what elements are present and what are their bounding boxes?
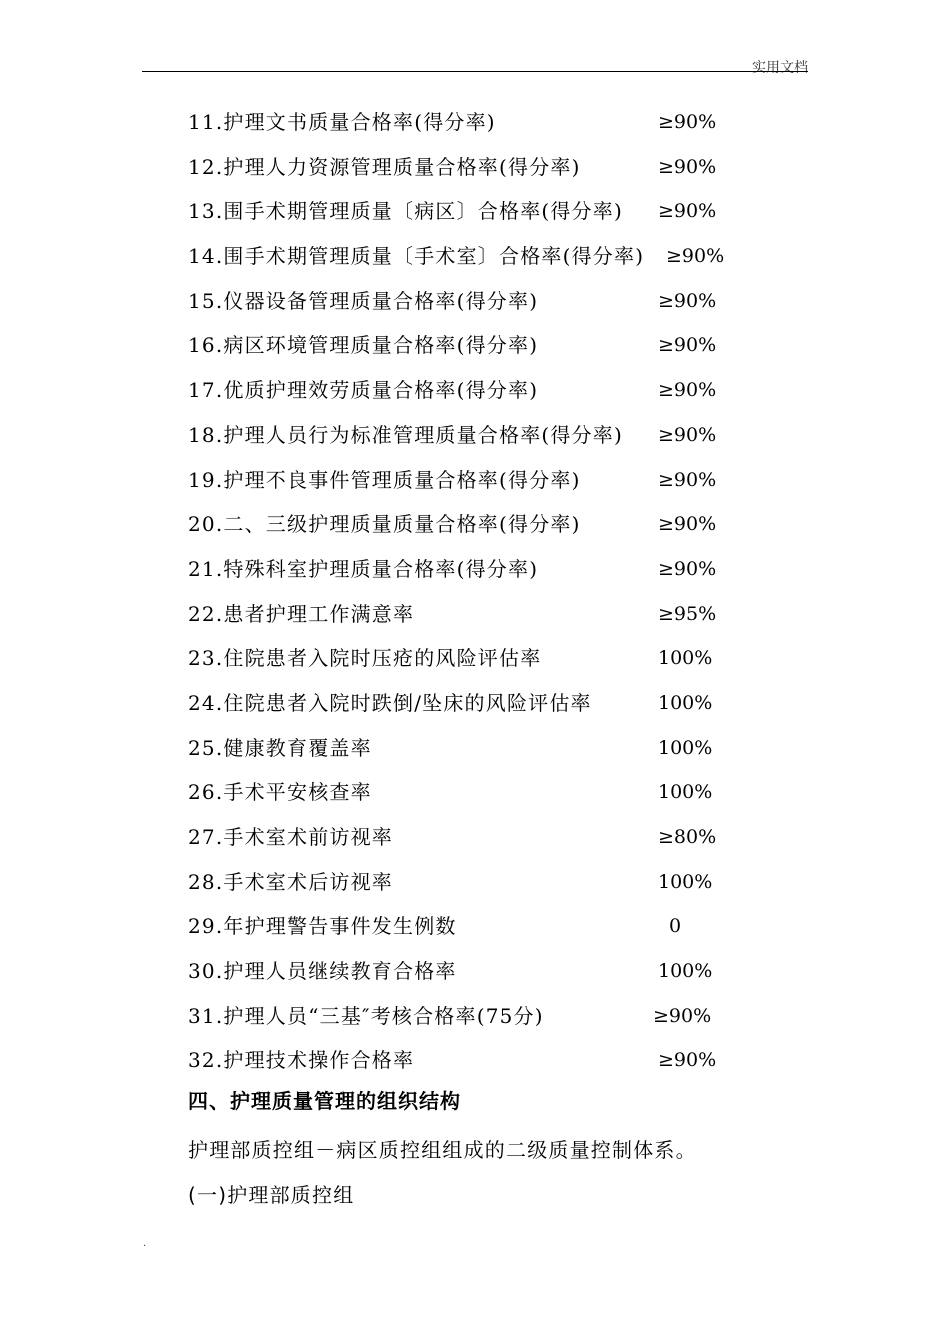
item-value: ≥90% [658, 200, 717, 223]
list-item [188, 904, 808, 949]
item-value: ≥90% [658, 334, 717, 357]
item-value: ≥95% [658, 602, 717, 625]
list-item [188, 949, 808, 994]
item-label: 11.护理文书质量合格率(得分率) [188, 110, 496, 134]
list-item [188, 458, 808, 503]
item-label: 22.患者护理工作满意率 [188, 601, 415, 626]
list-item [188, 189, 808, 234]
item-label: 27.手术室术前访视率 [188, 825, 394, 849]
list-item [188, 592, 808, 637]
list-item [188, 815, 808, 860]
item-label: 12.护理人力资源管理质量合格率(得分率) [188, 154, 581, 179]
item-value: 100% [658, 781, 713, 804]
item-value: ≥90% [658, 423, 717, 446]
item-value: ≥90% [658, 379, 717, 402]
list-item [188, 145, 808, 190]
item-label: 13.围手术期管理质量〔病区〕合格率(得分率) [188, 199, 624, 224]
list-item [188, 994, 808, 1039]
item-value: ≥90% [658, 1049, 717, 1072]
item-value: ≥90% [658, 557, 717, 580]
item-value: ≥90% [658, 111, 717, 133]
item-value: ≥80% [658, 826, 717, 848]
item-label: 19.护理不良事件管理质量合格率(得分率) [188, 467, 581, 492]
item-value: 100% [658, 960, 713, 983]
item-value: ≥90% [658, 155, 717, 178]
item-value: 0 [669, 915, 682, 938]
list-item [188, 860, 808, 905]
item-label: 16.病区环境管理质量合格率(得分率) [188, 333, 539, 358]
list-item [188, 770, 808, 815]
item-value: ≥90% [653, 1004, 712, 1027]
header-label: 实用文档 [752, 60, 808, 76]
list-item [188, 234, 808, 279]
list-item [188, 413, 808, 458]
list-item [188, 681, 808, 726]
item-label: 25.健康教育覆盖率 [188, 735, 372, 760]
section-heading: 四、护理质量管理的组织结构 [188, 1089, 461, 1113]
item-value: 100% [658, 870, 713, 893]
list-item [188, 547, 808, 592]
list-item [188, 502, 808, 547]
footer-mark: . [143, 1238, 147, 1249]
item-value: ≥90% [658, 468, 717, 491]
item-label: 18.护理人员行为标准管理质量合格率(得分率) [188, 422, 624, 447]
item-label: 15.仪器设备管理质量合格率(得分率) [188, 288, 539, 313]
list-item [188, 368, 808, 413]
list-item [188, 636, 808, 681]
header-rule [142, 71, 808, 72]
section-subheading: (一)护理部质控组 [188, 1183, 355, 1207]
item-value: ≥90% [666, 245, 725, 268]
list-item [188, 1038, 808, 1083]
item-label: 24.住院患者入院时跌倒/坠床的风险评估率 [188, 690, 592, 715]
item-label: 14.围手术期管理质量〔手术室〕合格率(得分率) [188, 244, 645, 269]
list-item [188, 726, 808, 771]
item-label: 29.年护理警告事件发生例数 [188, 914, 457, 939]
section-paragraph: 护理部质控组－病区质控组组成的二级质量控制体系。 [188, 1138, 697, 1162]
indicator-list [188, 100, 808, 1083]
item-label: 31.护理人员“三基″考核合格率(75分) [188, 1003, 544, 1028]
item-label: 23.住院患者入院时压疮的风险评估率 [188, 646, 542, 671]
item-value: 100% [658, 736, 713, 759]
list-item [188, 323, 808, 368]
list-item [188, 100, 808, 145]
item-value: 100% [658, 647, 713, 670]
item-label: 17.优质护理效劳质量合格率(得分率) [188, 378, 539, 403]
item-label: 21.特殊科室护理质量合格率(得分率) [188, 556, 539, 581]
list-item [188, 279, 808, 324]
item-label: 26.手术平安核查率 [188, 780, 372, 805]
item-value: ≥90% [658, 513, 717, 536]
item-label: 32.护理技术操作合格率 [188, 1048, 415, 1073]
item-value: ≥90% [658, 289, 717, 312]
item-label: 30.护理人员继续教育合格率 [188, 959, 457, 984]
item-label: 20.二、三级护理质量质量合格率(得分率) [188, 512, 581, 537]
item-value: 100% [658, 691, 713, 714]
item-label: 28.手术室术后访视率 [188, 869, 394, 894]
